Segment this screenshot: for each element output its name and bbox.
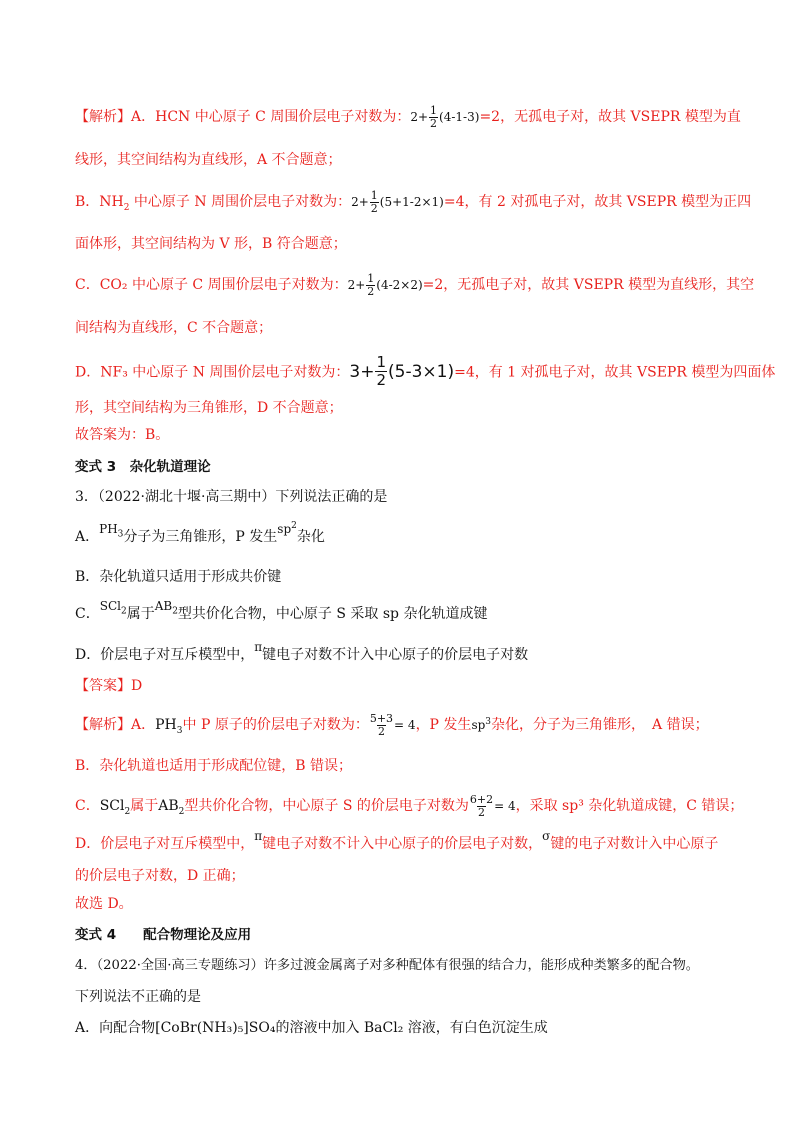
pi-symbol: π	[254, 640, 263, 654]
analysis-d-label: D．NF₃ 中心原子 N 周围价层电子对数为：	[75, 364, 350, 381]
variant4-heading: 变式 4 配合物理论及应用	[75, 927, 252, 943]
variant3-option-a: A．$PH_3$分子为三角锥形，P 发生$sp^2$杂化	[75, 521, 325, 545]
variant3-explanation-a: 【解析】A．$PH_3$中 P 原子的价层电子对数为： $\frac{5+3}{2}$ = 4，P 发生$sp^3$杂化，分子为三角锥形， A 错误；	[75, 712, 709, 738]
analysis-answer: 故答案为：B。	[75, 427, 170, 443]
analysis-b-label: B．$NH_2$ 中心原子 N 周围价层电子对数为：	[75, 194, 352, 213]
ab2-formula: $AB_2$	[154, 599, 178, 617]
analysis-d-after: =4，有 1 对孤电子对，故其 VSEPR 模型为四面体	[454, 364, 776, 381]
analysis-c-expression: 2+ $\frac{1}{2}$ (4-2×2)	[347, 272, 423, 298]
scl2-formula: SCl$_2$	[99, 599, 127, 617]
analysis-c-label: C．CO₂ 中心原子 C 周围价层电子对数为：	[75, 277, 348, 293]
variant4-question-line1: 4．（2022·全国·高三专题练习）许多过渡金属离子对多种配体有很强的结合力，能形成种类繁多的配合物。	[75, 958, 699, 973]
variant3-explanation-d: D．价层电子对互斥模型中，π键电子对数不计入中心原子的价层电子对数，σ键的电子对数计入中心原子	[75, 829, 719, 852]
variant4-question-line2: 下列说法不正确的是	[75, 989, 201, 1005]
variant3-option-d: D．价层电子对互斥模型中，π键电子对数不计入中心原子的价层电子对数	[75, 640, 529, 663]
analysis-a-after: =2，无孤电子对，故其 VSEPR 模型为直	[479, 109, 741, 125]
variant4-option-a: A．向配合物[CoBr(NH₃)₅]SO₄的溶液中加入 BaCl₂ 溶液，有白色沉淀生成	[75, 1020, 548, 1036]
analysis-c-line1	[75, 273, 754, 298]
analysis-b-line2: 面体形，其空间结构为 V 形，B 符合题意；	[75, 236, 347, 252]
variant3-option-b: B．杂化轨道只适用于形成共价键	[75, 569, 282, 585]
analysis-a-line2: 线形，其空间结构为直线形，A 不合题意；	[75, 152, 342, 168]
analysis-b-after: =4，有 2 对孤电子对，故其 VSEPR 模型为正四	[443, 194, 752, 210]
analysis-d-line1	[75, 354, 775, 389]
variant3-explanation-d-line2: 的价层电子对数，D 正确；	[75, 868, 245, 884]
analysis-d-expression: 3+ $\frac{1}{2}$ (5-3×1)	[349, 353, 455, 389]
analysis-b-line1	[75, 190, 751, 218]
frac-5plus3-over-2: $\frac{5+3}{2}$ = 4	[369, 712, 416, 738]
variant3-heading: 变式 3 杂化轨道理论	[75, 459, 211, 475]
variant3-final: 故选 D。	[75, 896, 133, 912]
variant3-explanation-c: C．SCl$_2$属于$AB_2$型共价化合物，中心原子 S 的价层电子对数为 $\frac{6+2}{2}$ = 4，采取 sp³ 杂化轨道成键，C 错误；	[75, 793, 744, 819]
sigma-symbol: σ	[542, 829, 551, 843]
analysis-b-expression: 2+ $\frac{1}{2}$ (5+1-2×1)	[351, 189, 444, 215]
analysis-c-after: =2，无孤电子对，故其 VSEPR 模型为直线形，其空	[422, 277, 755, 293]
variant3-option-c: C．SCl$_2$属于$AB_2$型共价化合物，中心原子 S 采取 sp 杂化轨道成键	[75, 599, 488, 622]
analysis-d-line2: 形，其空间结构为三角锥形，D 不合题意；	[75, 400, 343, 416]
variant3-answer: 【答案】D	[75, 678, 143, 694]
pi-symbol: π	[254, 829, 263, 843]
analysis-a-label: 【解析】A．HCN 中心原子 C 周围价层电子对数为：	[75, 109, 411, 125]
variant3-question: 3．（2022·湖北十堰·高三期中）下列说法正确的是	[75, 489, 388, 505]
ph3-formula: $PH_3$	[99, 522, 124, 540]
analysis-c-line2: 间结构为直线形，C 不合题意；	[75, 320, 273, 336]
sp2-formula: $sp^2$	[277, 521, 297, 536]
variant3-explanation-b: B．杂化轨道也适用于形成配位键，B 错误；	[75, 758, 353, 774]
analysis-a-expression: 2+ $\frac{1}{2}$ (4-1-3)	[410, 104, 480, 130]
analysis-a-line1	[75, 105, 741, 130]
frac-6plus2-over-2: $\frac{6+2}{2}$ = 4	[469, 793, 516, 819]
